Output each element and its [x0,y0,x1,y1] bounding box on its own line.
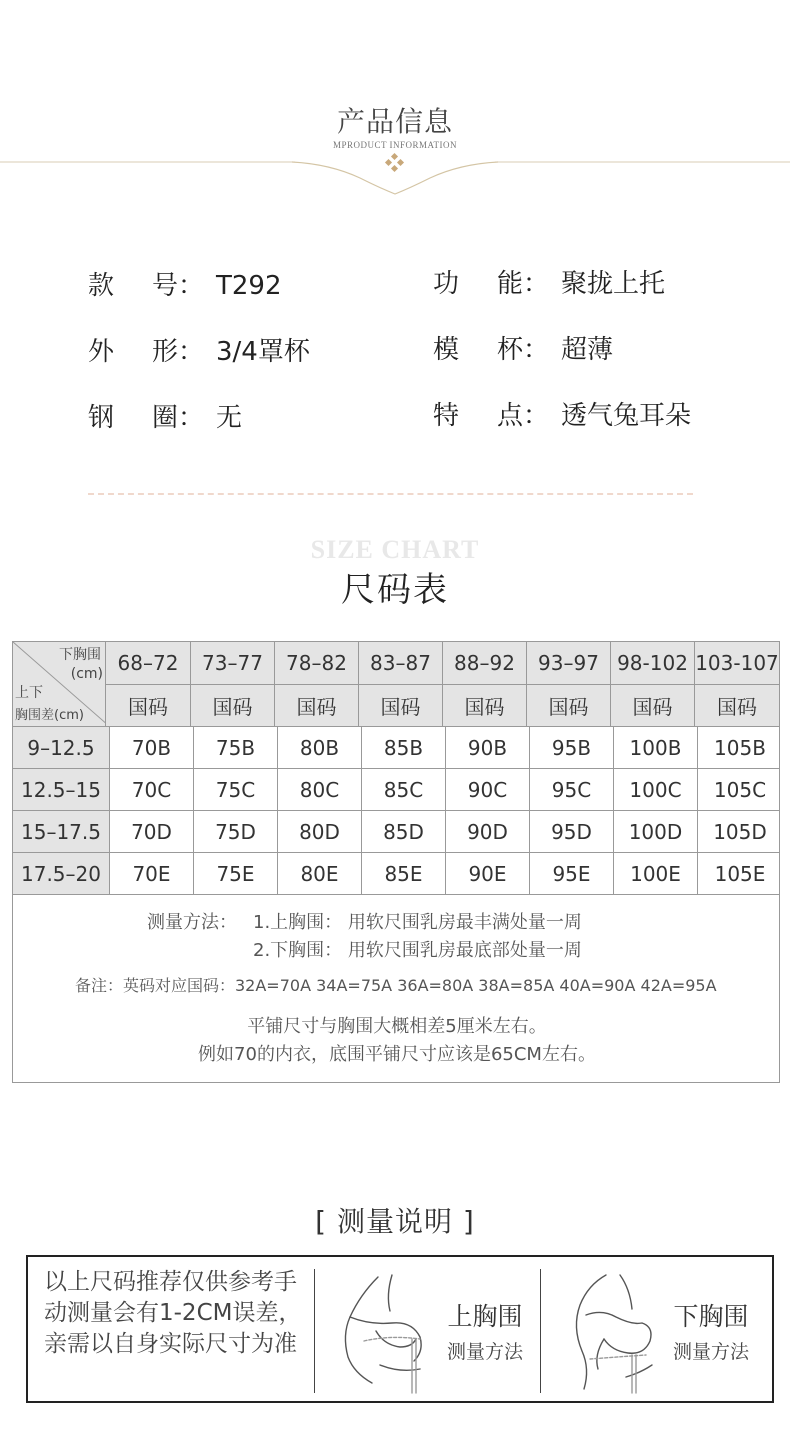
spec-cup-value: 超薄 [561,335,614,365]
row-label: 15–17.5 [13,811,109,852]
national-label: 国码 [694,685,779,726]
dashed-divider [88,493,693,495]
table-cell: 105D [697,811,782,852]
upper-bust-label: 上胸围 测量方法 [446,1302,523,1363]
flat-size-note: 平铺尺寸与胸围大概相差5厘米左右。 [247,1016,547,1037]
underbust-range-row [105,642,779,684]
table-cell: 90C [445,769,529,810]
national-label: 国码 [526,685,610,726]
spec-cup: 模 杯： 超薄 [433,329,613,366]
table-cell: 80C [277,769,361,810]
table-cell: 105C [697,769,782,810]
table-cell: 95B [529,727,613,768]
lower-bust-label: 下胸围 测量方法 [672,1302,749,1363]
upper-bust-illustration [320,1265,435,1395]
row-label: 9–12.5 [13,727,109,768]
conversion-remark: 备注：英码对应国码：32A=70A 34A=75A 36A=80A 38A=85A 40A=90A 42A=95A [75,976,717,995]
national-label: 国码 [190,685,274,726]
column-header: 83–87 [358,642,442,684]
size-table-header [13,642,779,726]
measure-title: [ 测量说明 ] [315,1205,475,1238]
spec-model-value: T292 [216,271,282,301]
divider [540,1269,541,1393]
table-cell: 100B [613,727,697,768]
measure-disclaimer: 以上尺码推荐仅供参考手动测量会有1-2CM误差，亲需以自身实际尺寸为准 [44,1269,302,1357]
spec-model: 款 号： T292 [88,271,282,301]
flat-size-example: 例如70的内衣，底围平铺尺寸应该是65CM左右。 [198,1044,596,1065]
table-cell: 105E [697,853,782,894]
table-cell: 70B [109,727,193,768]
table-cell: 75C [193,769,277,810]
lower-bust-illustration [546,1265,661,1395]
table-cell: 85C [361,769,445,810]
method-upper: 1.上胸围： 用软尺围乳房最丰满处量一周 [253,912,582,933]
row-label: 12.5–15 [13,769,109,810]
table-cell: 90B [445,727,529,768]
national-label: 国码 [274,685,358,726]
national-size-row [105,684,779,726]
table-row [13,768,779,810]
divider [314,1269,315,1393]
table-cell: 85D [361,811,445,852]
table-corner-cell: 下胸围 (cm) 上下 胸围差(cm) [13,642,105,726]
spec-feature-value: 透气兔耳朵 [561,401,692,431]
measure-guide-box [26,1255,774,1403]
row-label: 17.5–20 [13,853,109,894]
table-row [13,810,779,852]
table-cell: 75E [193,853,277,894]
table-row [13,852,779,894]
column-header: 68–72 [106,642,190,684]
spec-feature: 特 点： 透气兔耳朵 [433,395,691,432]
national-label: 国码 [610,685,694,726]
table-row [13,726,779,768]
product-info-title: 产品信息 [336,105,453,138]
table-cell: 80D [277,811,361,852]
spec-shape: 外 形： 3/4罩杯 [88,331,310,368]
method-label: 测量方法： [147,912,237,933]
spec-wire-value: 无 [216,403,243,433]
table-cell: 95C [529,769,613,810]
table-cell: 100E [613,853,697,894]
table-cell: 105B [697,727,782,768]
header-ornament [0,150,790,200]
national-label: 国码 [106,685,190,726]
table-cell: 85B [361,727,445,768]
spec-function-value: 聚拢上托 [561,269,666,299]
spec-function: 功 能： 聚拢上托 [433,263,665,300]
measurement-notes [12,890,780,1083]
table-cell: 75B [193,727,277,768]
table-cell: 70D [109,811,193,852]
table-cell: 80B [277,727,361,768]
national-label: 国码 [358,685,442,726]
table-cell: 70E [109,853,193,894]
table-cell: 95E [529,853,613,894]
column-header: 103-107 [694,642,779,684]
size-chart-title-en: SIZE CHART [310,535,480,564]
table-cell: 100C [613,769,697,810]
table-cell: 80E [277,853,361,894]
table-cell: 90E [445,853,529,894]
column-header: 93–97 [526,642,610,684]
column-header: 73–77 [190,642,274,684]
method-lower: 2.下胸围： 用软尺围乳房最底部处量一周 [253,940,582,961]
table-cell: 90D [445,811,529,852]
product-info-subtitle: MPRODUCT INFORMATION [332,140,458,150]
table-cell: 70C [109,769,193,810]
spec-shape-value: 3/4罩杯 [216,337,310,367]
column-header: 88–92 [442,642,526,684]
table-cell: 100D [613,811,697,852]
column-header: 78–82 [274,642,358,684]
national-label: 国码 [442,685,526,726]
size-table [12,641,780,895]
spec-wire: 钢 圈： 无 [88,397,242,434]
column-header: 98-102 [610,642,694,684]
table-cell: 85E [361,853,445,894]
size-chart-title: 尺码表 [341,570,449,610]
table-cell: 95D [529,811,613,852]
table-cell: 75D [193,811,277,852]
